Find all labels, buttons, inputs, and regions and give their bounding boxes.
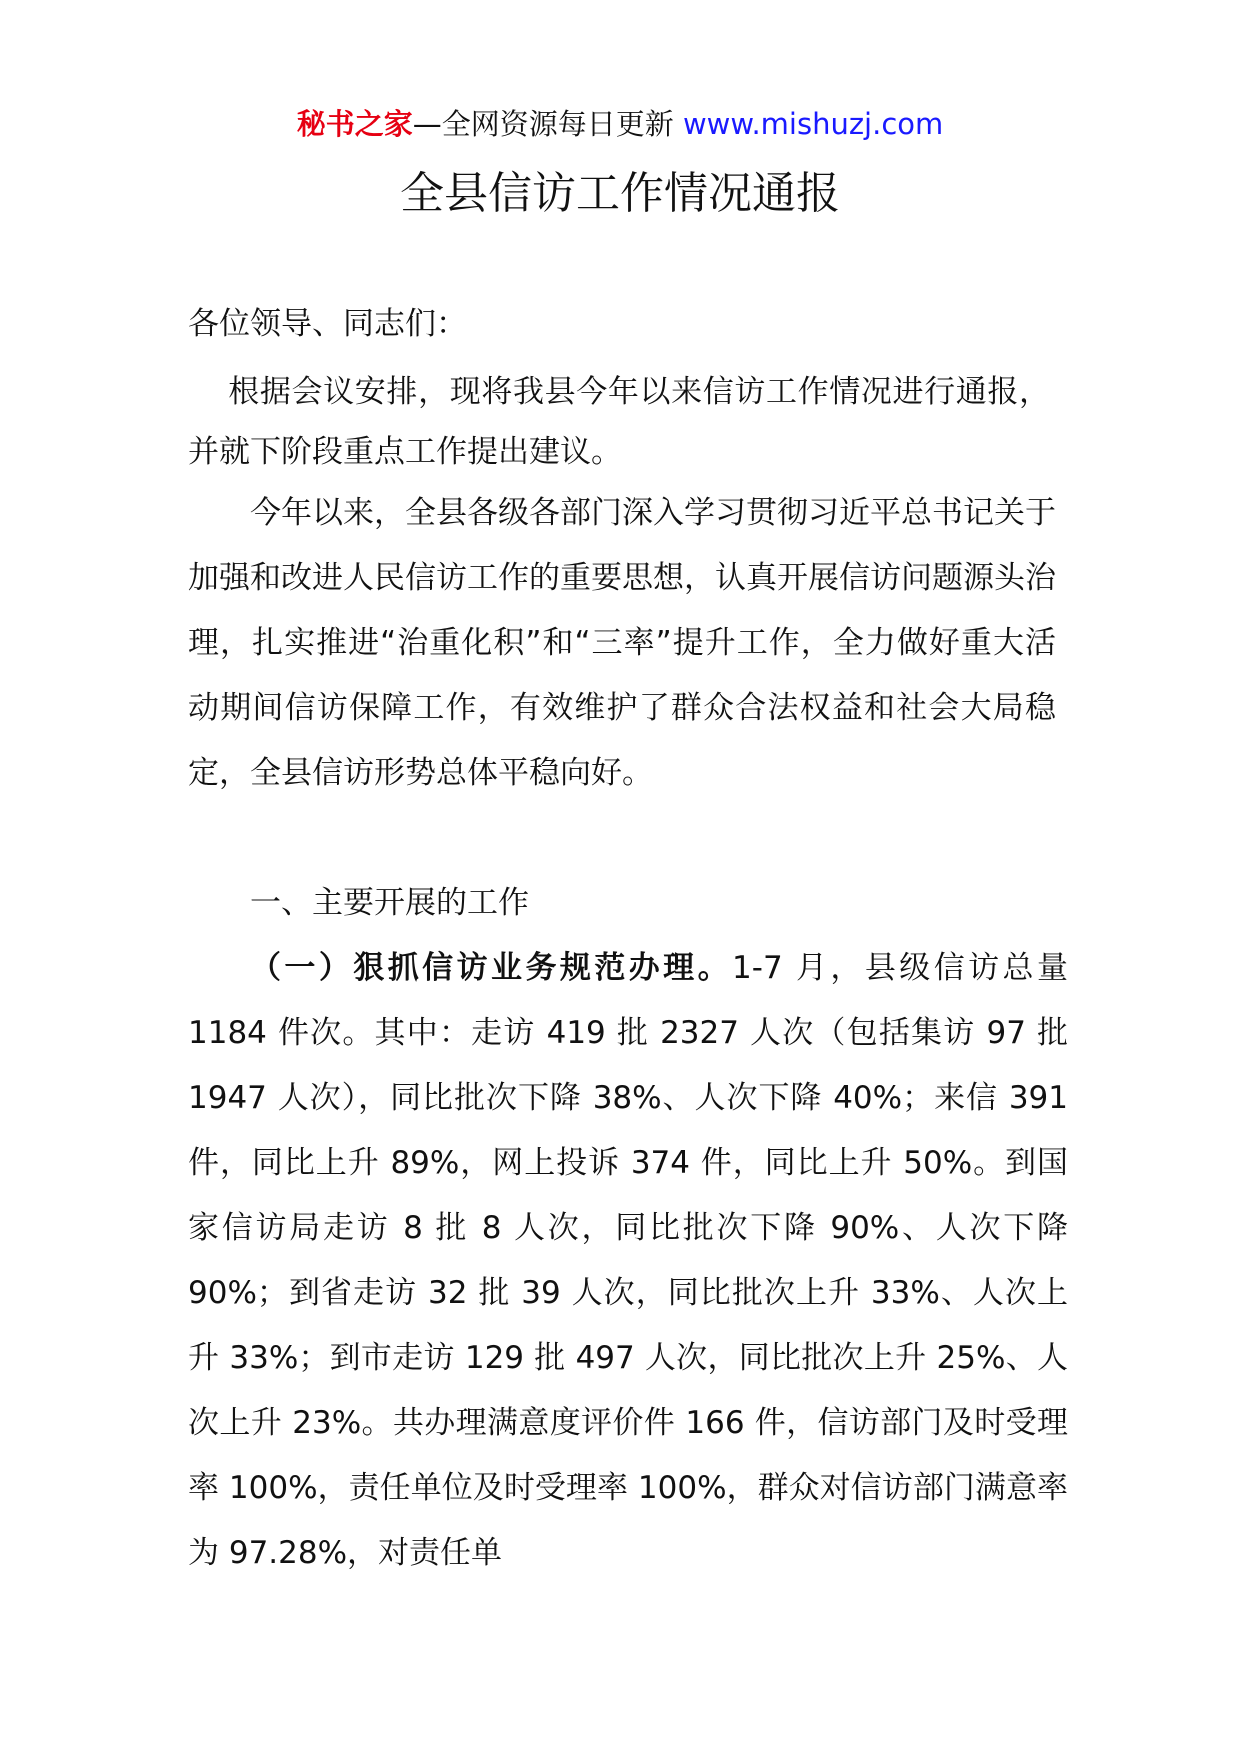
salutation: 各位领导、同志们： — [188, 306, 467, 342]
subsection-heading: （一）狠抓信访业务规范办理。 — [250, 950, 733, 986]
site-header — [0, 104, 1240, 144]
overview-paragraph: 今年以来，全县各级各部门深入学习贯彻习近平总书记关于加强和改进人民信访工作的重要思想，认真开展信访问题源头治理，扎实推进“治重化积”和“三率”提升工作，全力做好重大活动期间信访保障工作，有效维护了群众合法权益和社会大局稳定，全县信访形势总体平稳向好。 — [188, 495, 1056, 791]
page-title: 全县信访工作情况通报 — [400, 168, 840, 219]
header-slogan: —全网资源每日更新 — [412, 107, 683, 141]
intro-paragraph: 根据会议安排，现将我县今年以来信访工作情况进行通报，并就下阶段重点工作提出建议。 — [188, 374, 1050, 470]
subsection-body: 1-7 月，县级信访总量 1184 件次。其中：走访 419 批 2327 人次（包括集访 97 批 1947 人次），同比批次下降 38%、人次下降 40%；来信 391 件，同比上升 89%，网上投诉 374 件，同比上升 50%。到国家信访局走访 8 批 8 人次，同比批次下降 90%、人次下降 90%；到省走访 32 批 39 人次，同比批次上升 33%、人次上升 33%；到市走访 129 批 497 人次，同比批次上升 25%、人次上升 23%。共办理满意度评价件 166 件，信访部门及时受理率 100%，责任单位及时受理率 100%，群众对信访部门满意率为 97.28%，对责任单 — [188, 950, 1068, 1571]
subsection-paragraph — [188, 936, 1068, 1586]
site-url-link[interactable]: www.mishuzj.com — [682, 107, 944, 141]
brand-name: 秘书之家 — [296, 107, 413, 141]
section-heading: 一、主要开展的工作 — [250, 885, 529, 921]
